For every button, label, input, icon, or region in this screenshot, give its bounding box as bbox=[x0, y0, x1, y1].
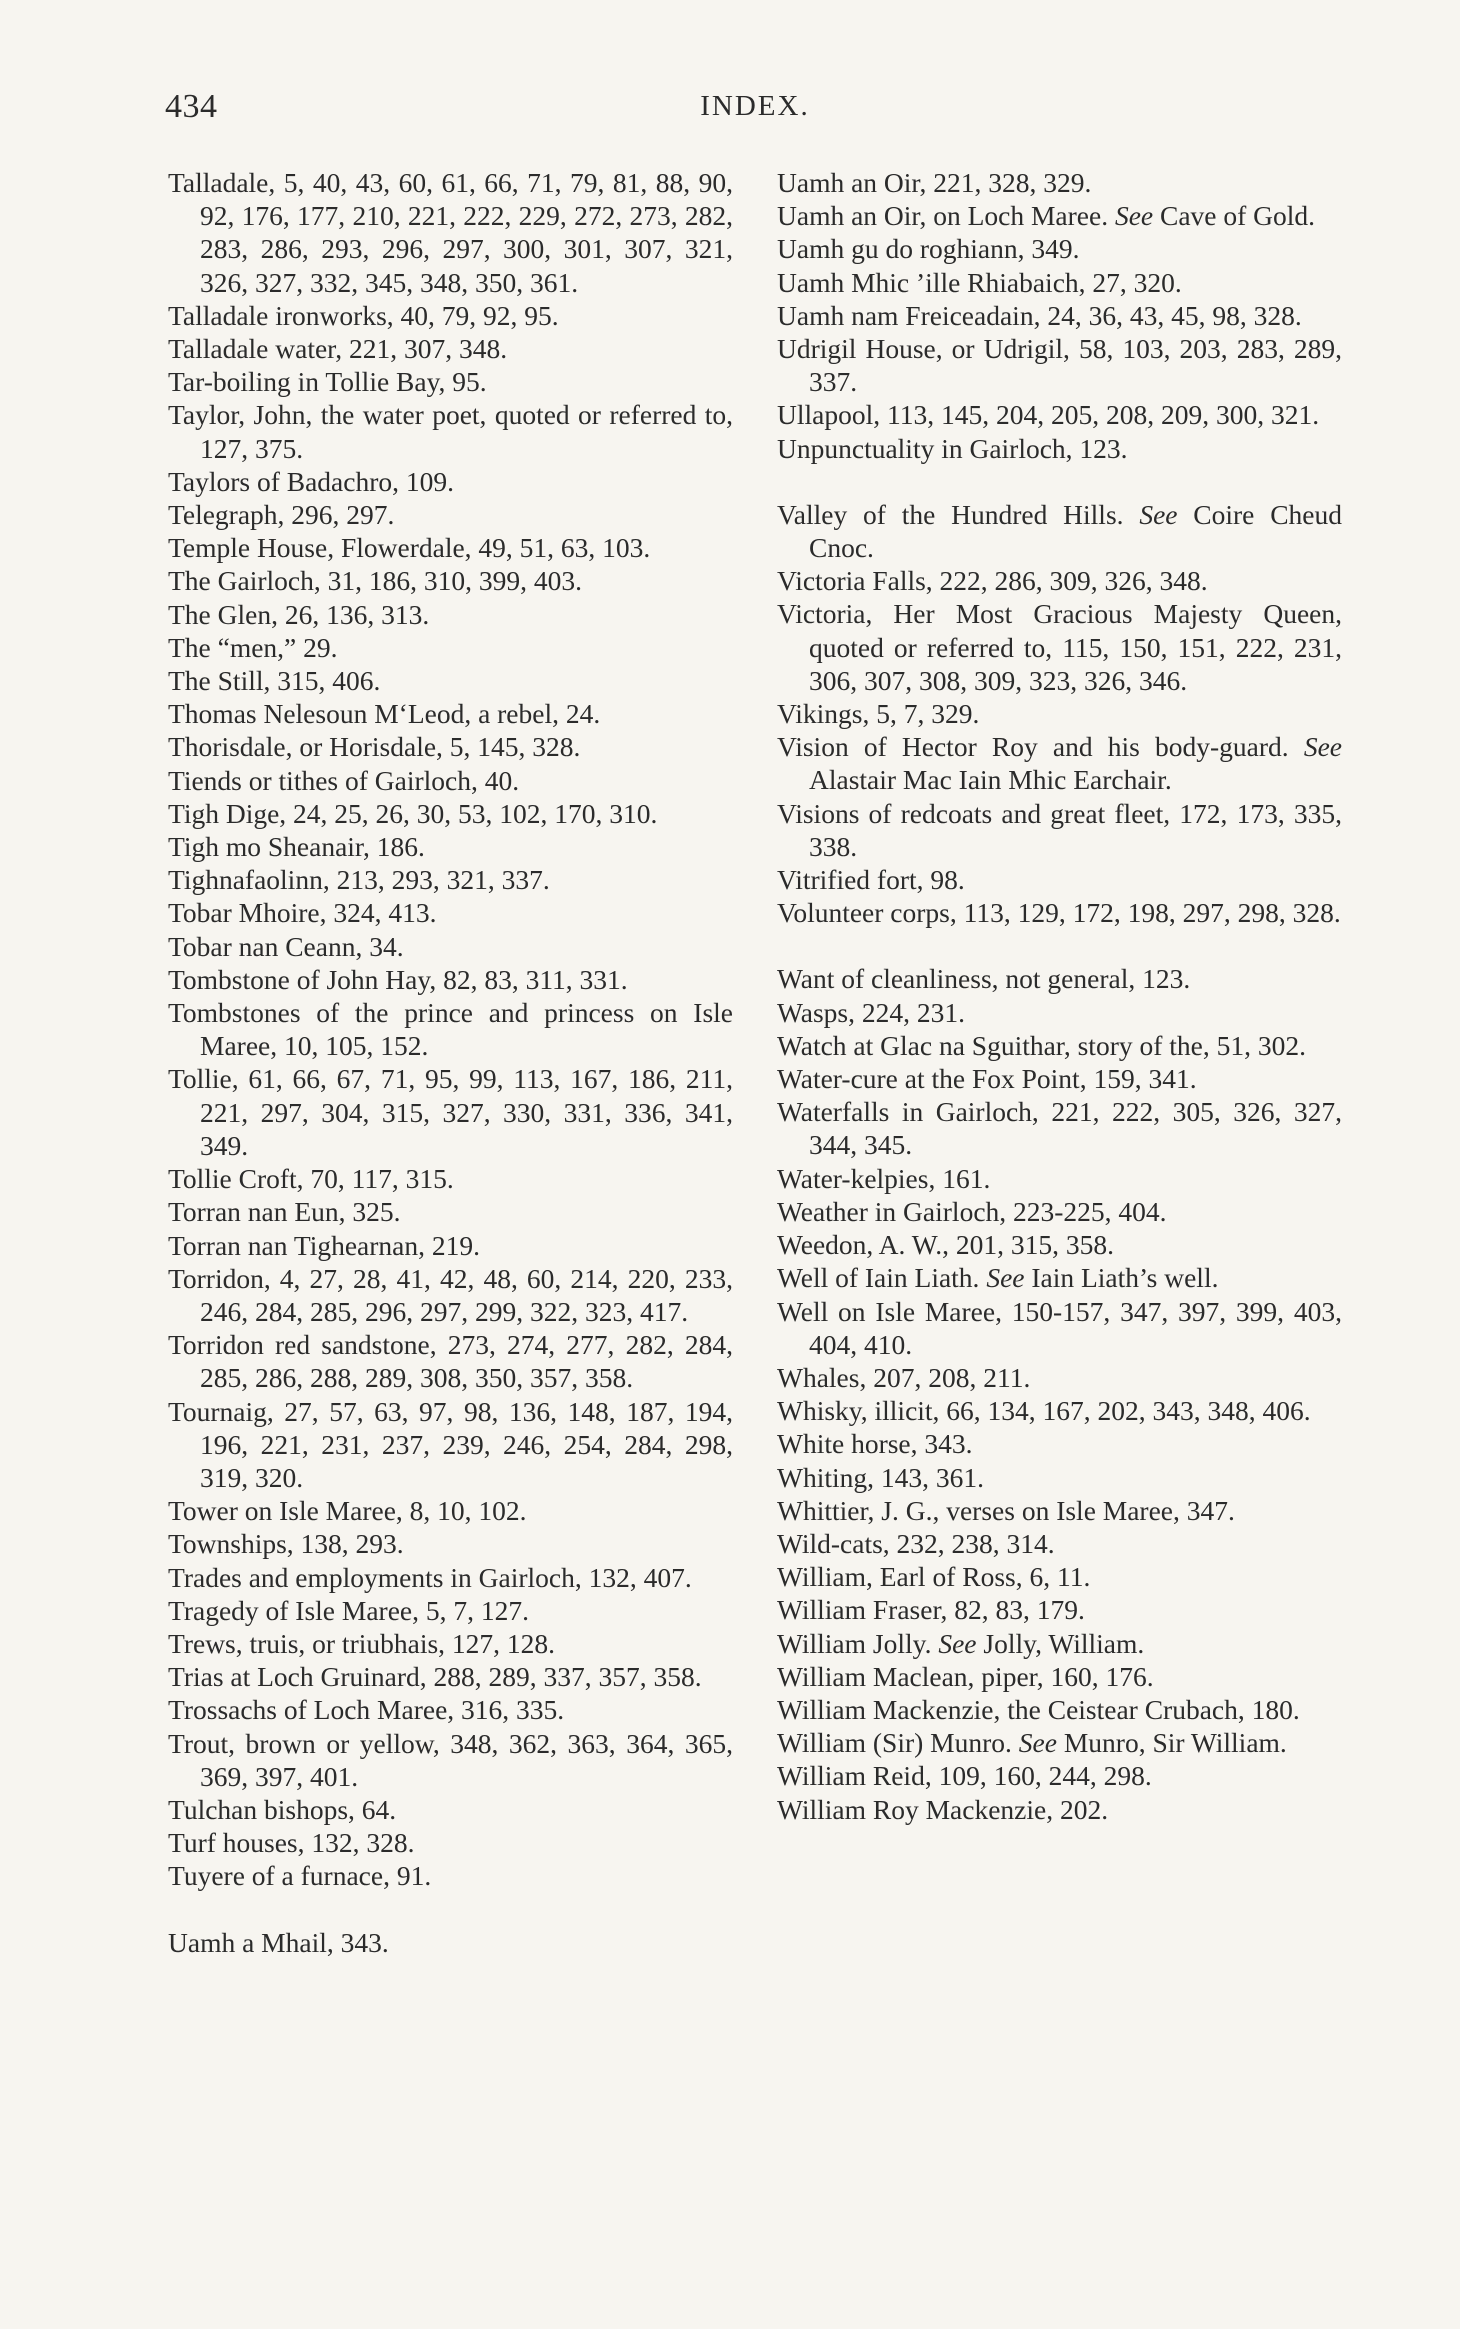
index-entry bbox=[168, 498, 733, 531]
entry-text: Ullapool, 113, 145, 204, 205, 208, 209, 300, 321. bbox=[777, 399, 1320, 431]
entry-text: Torran nan Tighearnan, 219. bbox=[168, 1229, 480, 1261]
index-entry bbox=[168, 1195, 733, 1228]
entry-text: Victoria Falls, 222, 286, 309, 326, 348. bbox=[777, 565, 1208, 597]
index-entry bbox=[168, 1527, 733, 1560]
entry-text: Trias at Loch Gruinard, 288, 289, 337, 357, 358. bbox=[168, 1661, 702, 1693]
see-reference: See bbox=[986, 1262, 1025, 1294]
index-entry bbox=[777, 996, 1342, 1029]
entry-text: William Maclean, piper, 160, 176. bbox=[777, 1660, 1154, 1692]
index-entry bbox=[777, 962, 1342, 995]
entry-text: Temple House, Flowerdale, 49, 51, 63, 103. bbox=[168, 532, 651, 564]
index-entry bbox=[777, 498, 1342, 564]
entry-text: Weather in Gairloch, 223-225, 404. bbox=[777, 1195, 1167, 1227]
entry-text: Tobar Mhoire, 324, 413. bbox=[168, 897, 437, 929]
entry-text: Tar-boiling in Tollie Bay, 95. bbox=[168, 366, 487, 398]
entry-text: Vikings, 5, 7, 329. bbox=[777, 698, 980, 730]
index-entry bbox=[777, 1527, 1342, 1560]
index-entry bbox=[777, 1228, 1342, 1261]
entry-text: Tollie, 61, 66, 67, 71, 95, 99, 113, 167, 186, 211, 221, 297, 304, 315, 327, 330, 331, 336, 341, 349. bbox=[168, 1063, 733, 1161]
index-entry bbox=[777, 1095, 1342, 1161]
index-entry bbox=[168, 299, 733, 332]
index-entry bbox=[168, 1262, 733, 1328]
entry-text: Trossachs of Loch Maree, 316, 335. bbox=[168, 1694, 565, 1726]
entry-text: Thomas Nelesoun M‘Leod, a rebel, 24. bbox=[168, 698, 601, 730]
index-entry bbox=[168, 963, 733, 996]
entry-text: Uamh nam Freiceadain, 24, 36, 43, 45, 98, 328. bbox=[777, 299, 1302, 331]
entry-text: Talladale water, 221, 307, 348. bbox=[168, 333, 508, 365]
index-entry bbox=[168, 1395, 733, 1495]
index-entry bbox=[168, 764, 733, 797]
index-entry bbox=[777, 730, 1342, 796]
index-entry bbox=[777, 1494, 1342, 1527]
entry-text: The “men,” 29. bbox=[168, 631, 338, 663]
index-entry bbox=[168, 1693, 733, 1726]
entry-text: Whiting, 143, 361. bbox=[777, 1461, 985, 1493]
see-target: Iain Liath’s well. bbox=[1024, 1262, 1219, 1294]
entry-text: Trades and employments in Gairloch, 132, 407. bbox=[168, 1561, 692, 1593]
index-column-right bbox=[777, 166, 1342, 1826]
entry-text: Volunteer corps, 113, 129, 172, 198, 297, 298, 328. bbox=[777, 897, 1341, 929]
index-entry bbox=[777, 1593, 1342, 1626]
entry-text: The Gairloch, 31, 186, 310, 399, 403. bbox=[168, 565, 582, 597]
index-entry bbox=[777, 1660, 1342, 1693]
entry-text: Taylors of Badachro, 109. bbox=[168, 465, 454, 497]
index-entry bbox=[777, 863, 1342, 896]
entry-text: Tigh mo Sheanair, 186. bbox=[168, 831, 425, 863]
index-entry bbox=[777, 564, 1342, 597]
entry-text: Valley of the Hundred Hills. bbox=[777, 498, 1124, 530]
index-entry bbox=[168, 730, 733, 763]
index-entry bbox=[777, 1793, 1342, 1826]
see-target: Coire Cheud Cnoc. bbox=[809, 498, 1342, 564]
entry-text: Uamh gu do roghiann, 349. bbox=[777, 233, 1080, 265]
entry-text: Udrigil House, or Udrigil, 58, 103, 203, 283, 289, 337. bbox=[777, 333, 1342, 398]
entry-text: Taylor, John, the water poet, quoted or referred to, 127, 375. bbox=[168, 399, 733, 464]
entry-text: William Reid, 109, 160, 244, 298. bbox=[777, 1760, 1152, 1792]
index-entry bbox=[168, 631, 733, 664]
index-entry bbox=[168, 1727, 733, 1793]
entry-text: William Jolly. bbox=[777, 1627, 932, 1659]
index-entry bbox=[777, 1029, 1342, 1062]
see-reference: See bbox=[938, 1627, 977, 1659]
entry-text: Vitrified fort, 98. bbox=[777, 864, 965, 896]
entry-text: Wasps, 224, 231. bbox=[777, 996, 965, 1028]
letter-section-gap bbox=[168, 1893, 733, 1926]
see-reference: See bbox=[1114, 200, 1154, 232]
index-entry bbox=[168, 797, 733, 830]
see-target: Cave of Gold. bbox=[1153, 200, 1316, 232]
index-entry bbox=[777, 1759, 1342, 1792]
letter-section-gap bbox=[777, 929, 1342, 962]
index-entry bbox=[777, 266, 1342, 299]
index-entry bbox=[777, 299, 1342, 332]
index-entry bbox=[168, 1627, 733, 1660]
index-entry bbox=[168, 930, 733, 963]
index-entry bbox=[168, 564, 733, 597]
index-entry bbox=[168, 1328, 733, 1394]
index-entry bbox=[777, 166, 1342, 199]
entry-text: Torridon, 4, 27, 28, 41, 42, 48, 60, 214, 220, 233, 246, 284, 285, 296, 297, 299, 322, 323, 417. bbox=[168, 1262, 733, 1327]
index-entry bbox=[777, 1560, 1342, 1593]
index-entry bbox=[168, 398, 733, 464]
index-entry bbox=[168, 1162, 733, 1195]
index-entry bbox=[168, 332, 733, 365]
page-number: 434 bbox=[165, 88, 218, 125]
index-entry bbox=[777, 1693, 1342, 1726]
index-entry bbox=[777, 797, 1342, 863]
entry-text: Whittier, J. G., verses on Isle Maree, 347. bbox=[777, 1494, 1235, 1526]
entry-text: Uamh Mhic ’ille Rhiabaich, 27, 320. bbox=[777, 266, 1182, 298]
entry-text: Weedon, A. W., 201, 315, 358. bbox=[777, 1229, 1114, 1261]
entry-text: William Mackenzie, the Ceistear Crubach, 180. bbox=[777, 1693, 1300, 1725]
entry-text: The Still, 315, 406. bbox=[168, 665, 381, 697]
entry-text: Tiends or tithes of Gairloch, 40. bbox=[168, 764, 520, 796]
index-entry bbox=[168, 1494, 733, 1527]
index-entry bbox=[777, 1062, 1342, 1095]
entry-text: Tower on Isle Maree, 8, 10, 102. bbox=[168, 1495, 527, 1527]
entry-text: William, Earl of Ross, 6, 11. bbox=[777, 1561, 1091, 1593]
index-entry bbox=[777, 199, 1342, 232]
index-entry bbox=[777, 1261, 1342, 1294]
index-entry bbox=[168, 896, 733, 929]
entry-text: Turf houses, 132, 328. bbox=[168, 1827, 415, 1859]
entry-text: Waterfalls in Gairloch, 221, 222, 305, 326, 327, 344, 345. bbox=[777, 1096, 1342, 1161]
index-entry bbox=[168, 166, 733, 299]
index-entry bbox=[777, 1461, 1342, 1494]
index-entry bbox=[168, 1062, 733, 1162]
index-entry bbox=[777, 1427, 1342, 1460]
entry-text: Visions of redcoats and great fleet, 172, 173, 335, 338. bbox=[777, 797, 1342, 862]
entry-text: Tombstones of the prince and princess on Isle Maree, 10, 105, 152. bbox=[168, 997, 733, 1062]
entry-text: Trout, brown or yellow, 348, 362, 363, 364, 365, 369, 397, 401. bbox=[168, 1727, 733, 1792]
index-entry bbox=[168, 1826, 733, 1859]
entry-text: Townships, 138, 293. bbox=[168, 1528, 404, 1560]
entry-text: Tighnafaolinn, 213, 293, 321, 337. bbox=[168, 864, 550, 896]
index-entry bbox=[777, 1361, 1342, 1394]
see-target: Munro, Sir William. bbox=[1056, 1727, 1287, 1759]
index-entry bbox=[777, 896, 1342, 929]
entry-text: Uamh an Oir, 221, 328, 329. bbox=[777, 167, 1092, 198]
entry-text: Tragedy of Isle Maree, 5, 7, 127. bbox=[168, 1594, 529, 1626]
index-entry bbox=[168, 830, 733, 863]
index-column-left bbox=[168, 166, 733, 1959]
entry-text: Well on Isle Maree, 150-157, 347, 397, 399, 403, 404, 410. bbox=[777, 1295, 1342, 1360]
entry-text: Whisky, illicit, 66, 134, 167, 202, 343, 348, 406. bbox=[777, 1395, 1311, 1427]
entry-text: William Fraser, 82, 83, 179. bbox=[777, 1594, 1085, 1626]
entry-text: Tollie Croft, 70, 117, 315. bbox=[168, 1163, 454, 1195]
index-entry bbox=[168, 365, 733, 398]
entry-text: Tulchan bishops, 64. bbox=[168, 1793, 397, 1825]
entry-text: Vision of Hector Roy and his body-guard. bbox=[777, 731, 1289, 763]
index-entry bbox=[777, 432, 1342, 465]
index-entry bbox=[168, 697, 733, 730]
page-header bbox=[165, 88, 1345, 128]
see-target: Alastair Mac Iain Mhic Earchair. bbox=[809, 764, 1172, 796]
entry-text: Unpunctuality in Gairloch, 123. bbox=[777, 432, 1128, 464]
entry-text: The Glen, 26, 136, 313. bbox=[168, 598, 430, 630]
index-entry bbox=[168, 465, 733, 498]
letter-section-gap bbox=[777, 465, 1342, 498]
index-entry bbox=[168, 1859, 733, 1892]
index-entry bbox=[777, 1627, 1342, 1660]
index-entry bbox=[777, 1295, 1342, 1361]
entry-text: Tuyere of a furnace, 91. bbox=[168, 1860, 432, 1892]
index-entry bbox=[777, 1195, 1342, 1228]
see-reference: See bbox=[1139, 498, 1178, 530]
entry-text: Torran nan Eun, 325. bbox=[168, 1196, 401, 1228]
entry-text: Whales, 207, 208, 211. bbox=[777, 1361, 1031, 1393]
entry-text: Talladale ironworks, 40, 79, 92, 95. bbox=[168, 299, 559, 331]
index-entry bbox=[777, 332, 1342, 398]
entry-text: Watch at Glac na Sguithar, story of the, 51, 302. bbox=[777, 1029, 1306, 1061]
index-entry bbox=[168, 664, 733, 697]
index-entry bbox=[777, 232, 1342, 265]
running-title: INDEX. bbox=[700, 90, 810, 122]
index-entry bbox=[777, 1726, 1342, 1759]
entry-text: William (Sir) Munro. bbox=[777, 1727, 1012, 1759]
index-entry bbox=[168, 996, 733, 1062]
see-reference: See bbox=[1018, 1727, 1057, 1759]
index-entry bbox=[168, 1660, 733, 1693]
entry-text: White horse, 343. bbox=[777, 1428, 973, 1460]
entry-text: William Roy Mackenzie, 202. bbox=[777, 1793, 1109, 1825]
entry-text: Victoria, Her Most Gracious Majesty Queen, quoted or referred to, 115, 150, 151, 222, 231, 306, 307, 308, 309, 323, 326, 346. bbox=[777, 598, 1342, 696]
entry-text: Wild-cats, 232, 238, 314. bbox=[777, 1527, 1055, 1559]
see-reference: See bbox=[1303, 731, 1342, 763]
index-entry bbox=[168, 1561, 733, 1594]
index-entry bbox=[168, 1594, 733, 1627]
index-entry bbox=[168, 863, 733, 896]
index-entry bbox=[777, 597, 1342, 697]
index-entry bbox=[777, 1162, 1342, 1195]
entry-text: Well of Iain Liath. bbox=[777, 1262, 980, 1294]
entry-text: Uamh an Oir, on Loch Maree. bbox=[777, 200, 1109, 232]
entry-text: Tobar nan Ceann, 34. bbox=[168, 930, 404, 962]
index-entry bbox=[168, 531, 733, 564]
entry-text: Talladale, 5, 40, 43, 60, 61, 66, 71, 79, 81, 88, 90, 92, 176, 177, 210, 221, 222, 229, 272, 273, 282, 283, 286, 293, 296, 297, 300, 301, 307, 321, 326, 327, 332, 345, 348, 350, 361. bbox=[168, 167, 733, 298]
entry-text: Tombstone of John Hay, 82, 83, 311, 331. bbox=[168, 963, 628, 995]
entry-text: Water-cure at the Fox Point, 159, 341. bbox=[777, 1063, 1197, 1095]
see-target: Jolly, William. bbox=[976, 1627, 1145, 1659]
entry-text: Tigh Dige, 24, 25, 26, 30, 53, 102, 170, 310. bbox=[168, 797, 658, 829]
entry-text: Water-kelpies, 161. bbox=[777, 1162, 991, 1194]
index-entry bbox=[168, 1793, 733, 1826]
index-entry bbox=[777, 1394, 1342, 1427]
entry-text: Thorisdale, or Horisdale, 5, 145, 328. bbox=[168, 731, 581, 763]
index-entry bbox=[168, 1229, 733, 1262]
entry-text: Trews, truis, or triubhais, 127, 128. bbox=[168, 1627, 556, 1659]
entry-text: Torridon red sandstone, 273, 274, 277, 282, 284, 285, 286, 288, 289, 308, 350, 357, 358. bbox=[168, 1329, 733, 1394]
index-entry bbox=[777, 398, 1342, 431]
index-entry bbox=[168, 598, 733, 631]
entry-text: Uamh a Mhail, 343. bbox=[168, 1926, 389, 1958]
index-entry bbox=[168, 1926, 733, 1959]
entry-text: Telegraph, 296, 297. bbox=[168, 499, 395, 531]
index-entry bbox=[777, 697, 1342, 730]
entry-text: Tournaig, 27, 57, 63, 97, 98, 136, 148, 187, 194, 196, 221, 231, 237, 239, 246, 254, 284, 298, 319, 320. bbox=[168, 1395, 733, 1493]
entry-text: Want of cleanliness, not general, 123. bbox=[777, 963, 1191, 995]
